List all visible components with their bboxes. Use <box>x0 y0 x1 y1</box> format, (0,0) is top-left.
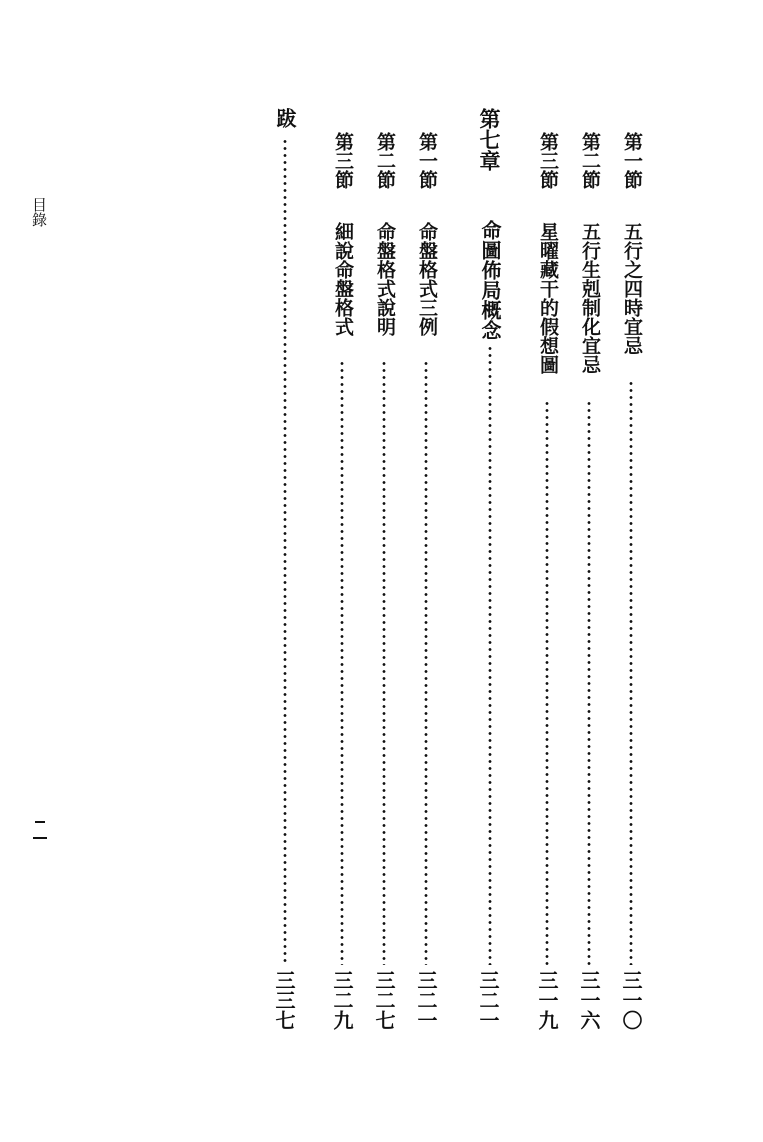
toc-title: 跋 <box>273 108 297 128</box>
leader-dots <box>488 345 492 965</box>
running-head: 目錄 <box>30 197 48 227</box>
toc-title: 五行之四時宜忌 <box>621 222 643 355</box>
toc-label: 第三節 <box>332 132 354 189</box>
toc-page: 三二九 <box>330 970 354 1030</box>
toc-page: 三一六 <box>577 970 601 1030</box>
toc-page: 三二一 <box>476 970 500 1030</box>
toc-label: 第二節 <box>374 132 396 189</box>
toc-title: 命盤格式說明 <box>374 222 396 336</box>
toc-page: 三一九 <box>535 970 559 1030</box>
leader-dots <box>424 360 428 965</box>
toc-page: 三三七 <box>272 970 296 1030</box>
leader-dots <box>382 360 386 965</box>
leader-dots <box>283 138 287 965</box>
toc-label: 第七章 <box>477 108 502 171</box>
leader-dots <box>340 360 344 965</box>
leader-dots <box>587 400 591 965</box>
toc-page: 三二七 <box>372 970 396 1030</box>
toc-page: 三一〇 <box>619 970 643 1030</box>
toc-label: 第一節 <box>621 132 643 189</box>
toc-title: 星曜藏干的假想圖 <box>537 222 559 374</box>
toc-label: 第三節 <box>537 132 559 189</box>
toc-title: 命圖佈局概念 <box>478 220 502 340</box>
toc-label: 第一節 <box>416 132 438 189</box>
toc-title: 命盤格式三例 <box>416 222 438 336</box>
leader-dots <box>545 400 549 965</box>
leader-dots <box>629 380 633 965</box>
folio <box>33 815 49 843</box>
toc-title: 五行生剋制化宜忌 <box>579 222 601 374</box>
toc-label: 第二節 <box>579 132 601 189</box>
toc-title: 細說命盤格式 <box>332 222 354 336</box>
toc-page: 三二一 <box>414 970 438 1030</box>
